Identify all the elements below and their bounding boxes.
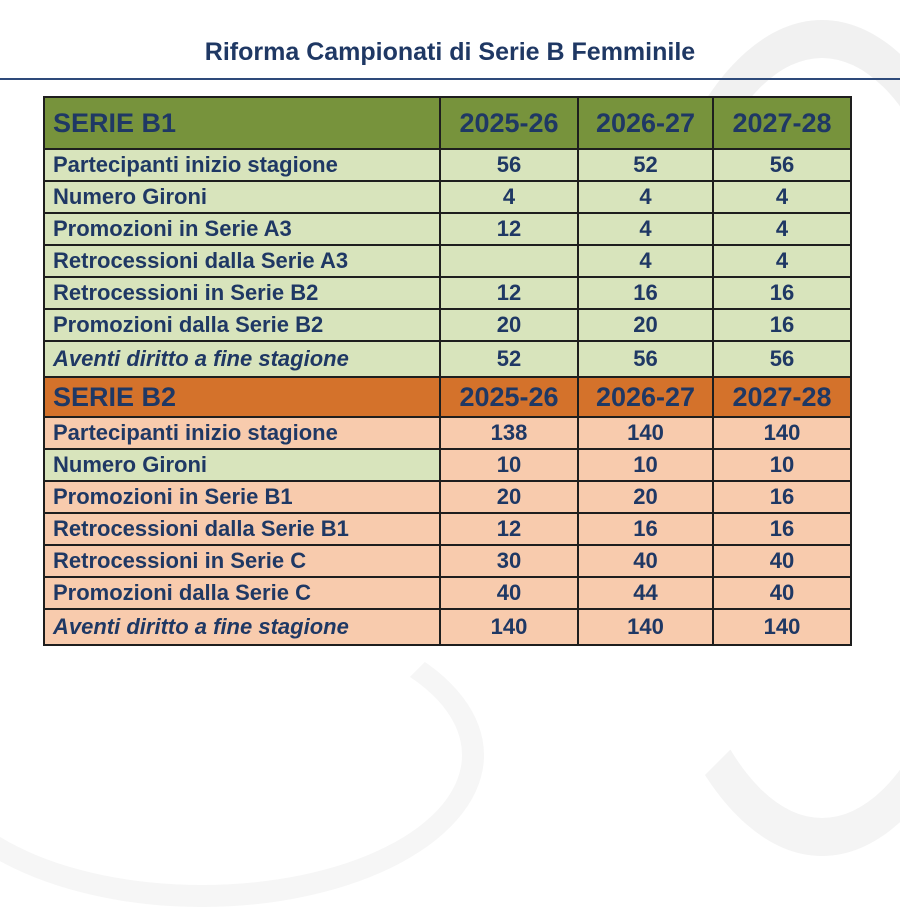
b1-season-2026-27: 2026-27 <box>578 97 713 149</box>
cell-value: 40 <box>713 545 851 577</box>
cell-value: 56 <box>578 341 713 377</box>
cell-value: 140 <box>578 609 713 645</box>
row-label: Promozioni in Serie B1 <box>44 481 440 513</box>
b2-season-2025-26: 2025-26 <box>440 377 578 417</box>
cell-value: 12 <box>440 513 578 545</box>
cell-value: 4 <box>713 213 851 245</box>
cell-value: 10 <box>713 449 851 481</box>
cell-value: 16 <box>578 513 713 545</box>
row-label: Retrocessioni in Serie B2 <box>44 277 440 309</box>
cell-value: 20 <box>440 481 578 513</box>
cell-value: 16 <box>713 309 851 341</box>
row-label: Partecipanti inizio stagione <box>44 417 440 449</box>
cell-value: 140 <box>713 417 851 449</box>
cell-value: 16 <box>713 513 851 545</box>
b1-season-2027-28: 2027-28 <box>713 97 851 149</box>
cell-value: 12 <box>440 277 578 309</box>
row-label: Promozioni in Serie A3 <box>44 213 440 245</box>
cell-value: 30 <box>440 545 578 577</box>
b2-header-row <box>44 377 851 417</box>
b1-section-title: SERIE B1 <box>44 97 440 149</box>
cell-value: 16 <box>713 481 851 513</box>
table-row <box>44 149 851 181</box>
cell-value: 16 <box>578 277 713 309</box>
cell-value <box>440 245 578 277</box>
cell-value: 56 <box>713 149 851 181</box>
row-label: Promozioni dalla Serie B2 <box>44 309 440 341</box>
table-row <box>44 449 851 481</box>
cell-value: 4 <box>713 181 851 213</box>
cell-value: 140 <box>440 609 578 645</box>
table-row <box>44 341 851 377</box>
table-row <box>44 245 851 277</box>
cell-value: 4 <box>578 181 713 213</box>
cell-value: 12 <box>440 213 578 245</box>
b2-season-2027-28: 2027-28 <box>713 377 851 417</box>
cell-value: 138 <box>440 417 578 449</box>
table-row <box>44 417 851 449</box>
cell-value: 56 <box>440 149 578 181</box>
b2-section-title: SERIE B2 <box>44 377 440 417</box>
row-label: Numero Gironi <box>44 181 440 213</box>
championship-table <box>43 96 852 646</box>
title-divider <box>0 78 900 80</box>
b2-season-2026-27: 2026-27 <box>578 377 713 417</box>
cell-value: 16 <box>713 277 851 309</box>
table-row <box>44 213 851 245</box>
cell-value: 52 <box>578 149 713 181</box>
table-row <box>44 481 851 513</box>
row-label: Aventi diritto a fine stagione <box>44 341 440 377</box>
cell-value: 10 <box>440 449 578 481</box>
row-label: Aventi diritto a fine stagione <box>44 609 440 645</box>
b1-season-2025-26: 2025-26 <box>440 97 578 149</box>
page-title: Riforma Campionati di Serie B Femminile <box>204 38 696 66</box>
cell-value: 4 <box>578 213 713 245</box>
table-row <box>44 277 851 309</box>
table-row <box>44 181 851 213</box>
row-label: Partecipanti inizio stagione <box>44 149 440 181</box>
row-label: Retrocessioni dalla Serie A3 <box>44 245 440 277</box>
cell-value: 140 <box>713 609 851 645</box>
row-label: Retrocessioni in Serie C <box>44 545 440 577</box>
row-label: Numero Gironi <box>44 449 440 481</box>
b1-header-row <box>44 97 851 149</box>
cell-value: 40 <box>578 545 713 577</box>
cell-value: 56 <box>713 341 851 377</box>
cell-value: 140 <box>578 417 713 449</box>
cell-value: 4 <box>440 181 578 213</box>
cell-value: 20 <box>578 309 713 341</box>
cell-value: 44 <box>578 577 713 609</box>
table-row <box>44 577 851 609</box>
cell-value: 4 <box>578 245 713 277</box>
table-row <box>44 609 851 645</box>
table-row <box>44 513 851 545</box>
cell-value: 20 <box>440 309 578 341</box>
cell-value: 40 <box>713 577 851 609</box>
row-label: Retrocessioni dalla Serie B1 <box>44 513 440 545</box>
cell-value: 4 <box>713 245 851 277</box>
table-row <box>44 545 851 577</box>
cell-value: 52 <box>440 341 578 377</box>
table-row <box>44 309 851 341</box>
row-label: Promozioni dalla Serie C <box>44 577 440 609</box>
cell-value: 20 <box>578 481 713 513</box>
cell-value: 40 <box>440 577 578 609</box>
background-decoration-bottom <box>0 603 484 907</box>
cell-value: 10 <box>578 449 713 481</box>
